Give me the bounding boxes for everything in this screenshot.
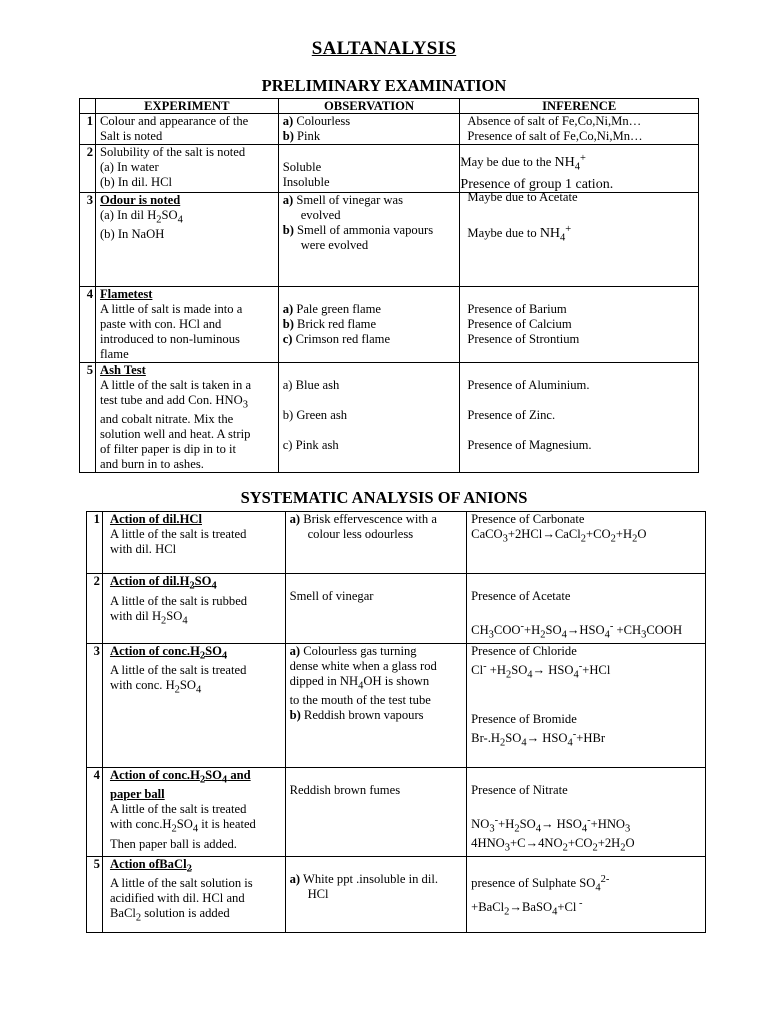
text-line: Presence of Aluminium.: [467, 377, 590, 392]
text-line: acidified with dil. HCl and: [109, 891, 245, 906]
text-line: Maybe due to Acetate: [467, 189, 578, 204]
equation: $Br-.H_2SO_4\to HSO_4^-+HBr$: [471, 729, 606, 750]
text-line: and cobalt nitrate. Mix the: [99, 412, 234, 427]
text-line: colour less odourless: [307, 527, 414, 541]
inference-cell: [467, 856, 706, 932]
text-line: a) Blue ash: [282, 377, 340, 392]
text-line: Insoluble: [282, 175, 330, 189]
inference-cell: [460, 189, 699, 286]
inference-cell: [467, 767, 706, 856]
text-line: a) Colourless: [282, 114, 351, 128]
section-heading: Odour is noted: [99, 192, 181, 207]
section-heading: Action of $conc.H_2SO_4$: [109, 643, 228, 662]
text-line: Presence of Bromide: [471, 712, 577, 727]
col-header-inference: INFERENCE: [460, 99, 699, 114]
text-line: A little of salt is made into a: [99, 301, 243, 316]
text-line: Presence of Nitrate: [471, 782, 568, 797]
text-line: c) Crimson red flame: [282, 331, 391, 346]
experiment-cell: [95, 114, 278, 145]
section-heading: Flametest: [99, 286, 153, 301]
row-number: 1: [80, 114, 96, 145]
row-number: 2: [87, 574, 103, 644]
text-line: with dil. HCl: [109, 542, 177, 556]
row-number: 5: [87, 856, 103, 932]
experiment-cell: [95, 145, 278, 193]
text-line: were evolved: [300, 237, 369, 252]
table-header-row: [80, 99, 699, 114]
text-line: Presence of group 1 cation.: [460, 176, 614, 192]
text-line: Presence of Barium: [467, 301, 567, 316]
text-line: b) Reddish brown vapours: [289, 708, 424, 723]
text-line: a) White ppt .insoluble in dil.: [289, 871, 439, 886]
text-line: Reddish brown fumes: [289, 782, 401, 797]
observation-cell: [278, 114, 460, 145]
section-heading: Action of $dil.H_2SO_4$: [109, 574, 217, 592]
text-line: Presence of Strontium: [467, 331, 580, 346]
equation: +BaCl$_2$→BaSO$_4$+Cl -: [471, 897, 583, 918]
row-number: 2: [80, 145, 96, 193]
table-row: [80, 286, 699, 362]
table-row: [80, 192, 699, 286]
text-line: (a) In water: [99, 160, 159, 174]
text-line: Maybe due to $NH_4^+$: [467, 223, 572, 244]
observation-cell: [285, 512, 467, 574]
text-line: a) Colourless gas turning: [289, 643, 417, 658]
observation-cell: [285, 856, 467, 932]
text-line: dipped in $NH_4OH$ is shown: [289, 673, 430, 692]
text-line: test tube and add Con. $HNO_3$: [99, 392, 248, 411]
text-line: Presence of Carbonate: [471, 512, 585, 526]
text-line: Presence of Magnesium.: [467, 437, 592, 452]
anion-heading: SYSTEMATIC ANALYSIS OF ANIONS: [240, 488, 528, 507]
text-line: Presence of Calcium: [467, 316, 572, 331]
text-line: evolved: [300, 207, 341, 222]
text-line: c) Pink ash: [282, 437, 339, 452]
col-header-experiment: EXPERIMENT: [95, 99, 278, 114]
experiment-cell: [95, 286, 278, 362]
equation: $Cl^- +H_2SO_4\to HSO_4^-+HCl$: [471, 660, 611, 681]
text-line: b) Green ash: [282, 407, 348, 422]
text-line: A little of the salt solution is: [109, 876, 253, 891]
equation: $CaCO_3+2HCl\to CaCl_2+CO_2+H_2O$: [471, 527, 647, 545]
text-line: Presence of Chloride: [471, 643, 577, 658]
observation-cell: [285, 643, 467, 767]
table-row: [87, 512, 706, 574]
experiment-cell: [95, 362, 278, 473]
text-line: with $conc.H_2SO_4$ it is heated: [109, 817, 256, 835]
text-line: dense white when a glass rod: [289, 658, 437, 673]
preliminary-table: [79, 98, 699, 473]
text-line: Then paper ball is added.: [109, 836, 237, 851]
row-number: 4: [80, 286, 96, 362]
text-line: A little of the salt is treated: [109, 802, 247, 817]
text-line: (a) In dil $H_2SO_4$: [99, 207, 183, 226]
text-line: a) Pale green flame: [282, 301, 381, 316]
experiment-cell: [102, 512, 285, 574]
section-heading: Action of dil.HCl: [109, 512, 202, 526]
text-line: Presence of salt of Fe,Co,Ni,Mn…: [467, 129, 643, 143]
text-line: A little of the salt is treated: [109, 663, 247, 678]
col-header-observation: OBSERVATION: [278, 99, 460, 114]
table-row: [80, 362, 699, 473]
text-line: presence of Sulphate $SO_4^{2-}$: [471, 873, 610, 894]
section-heading: paper ball: [109, 787, 165, 802]
text-line: Presence of Zinc.: [467, 407, 556, 422]
experiment-cell: [95, 192, 278, 286]
equation: $CH_3COO^-+H_2SO_4\to HSO_4^-$ $+CH_3COOH$: [471, 621, 683, 641]
text-line: flame: [99, 346, 129, 361]
text-line: a) Smell of vinegar was: [282, 192, 404, 207]
inference-cell: [460, 286, 699, 362]
text-line: with dil $H_2SO_4$: [109, 608, 188, 627]
inference-cell: [460, 362, 699, 473]
text-line: A little of the salt is treated: [109, 527, 247, 541]
text-line: A little of the salt is rubbed: [109, 593, 248, 608]
text-line: b) Brick red flame: [282, 316, 377, 331]
page-title: SALTANALYSIS: [311, 38, 457, 59]
text-line: Soluble: [282, 160, 322, 174]
text-line: Absence of salt of Fe,Co,Ni,Mn…: [467, 114, 642, 128]
text-line: Colour and appearance of the: [99, 114, 249, 128]
row-number: 3: [80, 192, 96, 286]
text-line: b) Pink: [282, 129, 321, 143]
table-row: [80, 114, 699, 145]
experiment-cell: [102, 856, 285, 932]
text-line: (b) In dil. HCl: [99, 175, 173, 189]
experiment-cell: [102, 767, 285, 856]
observation-cell: [285, 767, 467, 856]
text-line: Smell of vinegar: [289, 589, 374, 603]
inference-cell: [467, 574, 706, 644]
row-number: 3: [87, 643, 103, 767]
inference-cell: [460, 114, 699, 145]
table-row: [87, 574, 706, 644]
section-heading: Action of $conc.H_2SO_4$ and: [109, 767, 251, 786]
text-line: to the mouth of the test tube: [289, 693, 431, 708]
text-line: with conc. $H_2SO_4$: [109, 678, 202, 696]
text-line: A little of the salt is taken in a: [99, 377, 252, 392]
observation-cell: [278, 145, 460, 193]
text-line: of filter paper is dip in to it: [99, 442, 237, 457]
observation-cell: [278, 192, 460, 286]
observation-cell: [278, 362, 460, 473]
text-line: (b) In NaOH: [99, 227, 165, 242]
section-heading: Action ofBaCl$_2$: [109, 856, 192, 875]
equation: $4HNO_3+C\to 4NO_2+CO_2+2H_2O$: [471, 836, 635, 854]
table-row: [87, 856, 706, 932]
text-line: introduced to non-luminous: [99, 331, 240, 346]
text-line: Presence of Acetate: [471, 589, 571, 603]
text-line: May be due to the $NH_4^+$: [460, 153, 586, 173]
table-row: [80, 145, 699, 193]
text-line: paste with con. HCl and: [99, 316, 222, 331]
row-number: 1: [87, 512, 103, 574]
text-line: a) Brisk effervescence with a: [289, 512, 437, 526]
preliminary-heading: PRELIMINARY EXAMINATION: [261, 76, 507, 95]
text-line: BaCl$_2$ solution is added: [109, 906, 230, 924]
row-number: 4: [87, 767, 103, 856]
experiment-cell: [102, 643, 285, 767]
inference-cell: [460, 145, 699, 193]
anion-table: [86, 511, 706, 933]
table-row: [87, 643, 706, 767]
text-line: and burn in to ashes.: [99, 457, 204, 472]
text-line: Salt is noted: [99, 129, 163, 143]
experiment-cell: [102, 574, 285, 644]
text-line: solution well and heat. A strip: [99, 427, 251, 442]
observation-cell: [278, 286, 460, 362]
inference-cell: [467, 512, 706, 574]
text-line: Solubility of the salt is noted: [99, 145, 246, 159]
equation: $NO_3^-+H_2SO_4\to HSO_4^-+HNO_3$: [471, 814, 631, 835]
inference-cell: [467, 643, 706, 767]
text-line: b) Smell of ammonia vapours: [282, 222, 434, 237]
row-number: 5: [80, 362, 96, 473]
table-row: [87, 767, 706, 856]
text-line: HCl: [307, 886, 329, 901]
section-heading: Ash Test: [99, 362, 146, 377]
observation-cell: [285, 574, 467, 644]
